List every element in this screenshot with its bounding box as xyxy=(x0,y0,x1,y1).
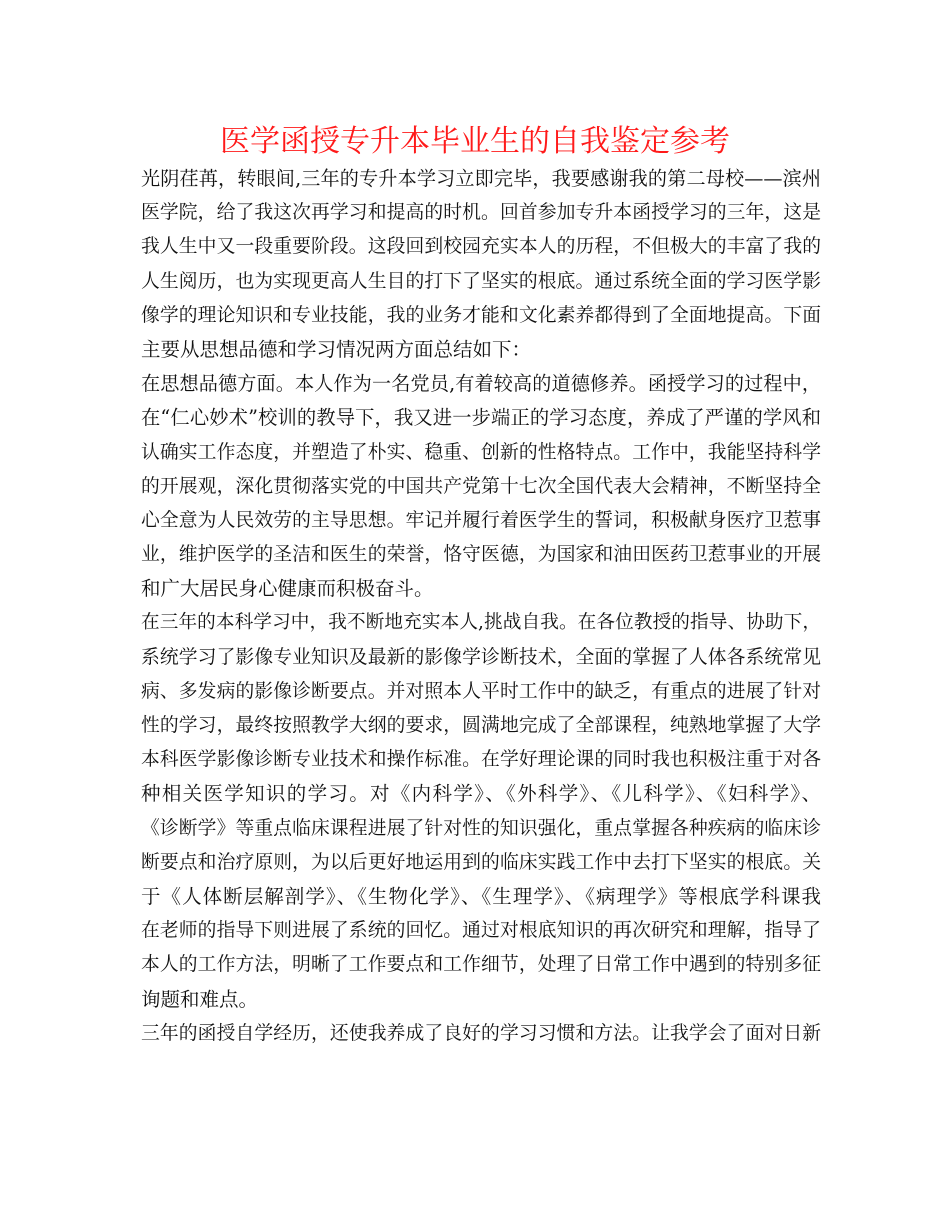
body-text-line: 心全意为人民效劳的主导思想。牢记并履行着医学生的誓词，积极献身医疗卫惹事 xyxy=(141,509,821,531)
body-text-line: 光阴荏苒，转眼间,三年的专升本学习立即完毕，我要感谢我的第二母校——滨州 xyxy=(141,167,821,190)
body-text-line: 种相关医学知识的学习。对《内科学》、《外科学》、《儿科学》、《妇科学》、 xyxy=(141,782,821,806)
body-text-line: 在思想品德方面。本人作为一名党员,有着较高的道德修养。函授学习的过程中， xyxy=(141,372,821,396)
body-text-line: 主要从思想品德和学习情况两方面总结如下： xyxy=(141,337,532,361)
body-text-line: 在“仁心妙术”校训的教导下，我又进一步端正的学习态度，养成了严谨的学风和 xyxy=(141,406,821,430)
body-text-line: 在老师的指导下则进展了系统的回忆。通过对根底知识的再次研究和理解，指导了 xyxy=(141,920,821,942)
body-text-line: 性的学习，最终按照教学大纲的要求，圆满地完成了全部课程，纯熟地掌握了大学 xyxy=(141,715,821,736)
body-text-line: 业，维护医学的圣洁和医生的荣誉，恪守医德，为国家和油田医药卫惹事业的开展 xyxy=(141,544,821,566)
body-text-line: 系统学习了影像专业知识及最新的影像学诊断技术，全面的掌握了人体各系统常见 xyxy=(141,646,821,668)
document-body xyxy=(141,162,821,1051)
body-text-line: 医学院，给了我这次再学习和提高的时机。回首参加专升本函授学习的三年，这是 xyxy=(141,202,821,224)
body-text-line: 本人的工作方法，明晰了工作要点和工作细节，处理了日常工作中遇到的特别多征 xyxy=(141,954,821,976)
body-text-line: 的开展观，深化贯彻落实党的中国共产党第十七次全国代表大会精神，不断坚持全 xyxy=(141,475,821,497)
body-text-line: 人生阅历，也为实现更高人生目的打下了坚实的根底。通过系统全面的学习医学影 xyxy=(141,270,821,292)
body-text-line: 于《人体断层解剖学》、《生物化学》、《生理学》、《病理学》等根底学科课我 xyxy=(141,884,821,908)
body-text-line: 本科医学影像诊断专业技术和操作标准。在学好理论课的同时我也积极注重于对各 xyxy=(141,749,821,771)
body-text-line: 和广大居民身心健康而积极奋斗。 xyxy=(141,577,434,601)
body-text-line: 询题和难点。 xyxy=(141,987,259,1011)
body-text-line: 三年的函授自学经历，还使我养成了良好的学习习惯和方法。让我学会了面对日新 xyxy=(141,1022,821,1044)
body-text-line: 像学的理论知识和专业技能，我的业务才能和文化素养都得到了全面地提高。下面 xyxy=(141,304,821,326)
body-text-line: 《诊断学》等重点临床课程进展了针对性的知识强化，重点掌握各种疾病的临床诊 xyxy=(141,817,821,839)
body-text-line: 我人生中又一段重要阶段。这段回到校园充实本人的历程，不但极大的丰富了我的 xyxy=(141,236,821,258)
document-title: 医学函授专升本毕业生的自我鉴定参考 xyxy=(220,124,730,159)
body-text-line: 在三年的本科学习中，我不断地充实本人,挑战自我。在各位教授的指导、协助下， xyxy=(141,612,821,634)
body-text-line: 断要点和治疗原则，为以后更好地运用到的临床实践工作中去打下坚实的根底。关 xyxy=(141,851,821,873)
body-text-line: 病、多发病的影像诊断要点。并对照本人平时工作中的缺乏，有重点的进展了针对 xyxy=(141,680,821,702)
body-text-line: 认确实工作态度，并塑造了朴实、稳重、创新的性格特点。工作中，我能坚持科学 xyxy=(141,441,821,463)
